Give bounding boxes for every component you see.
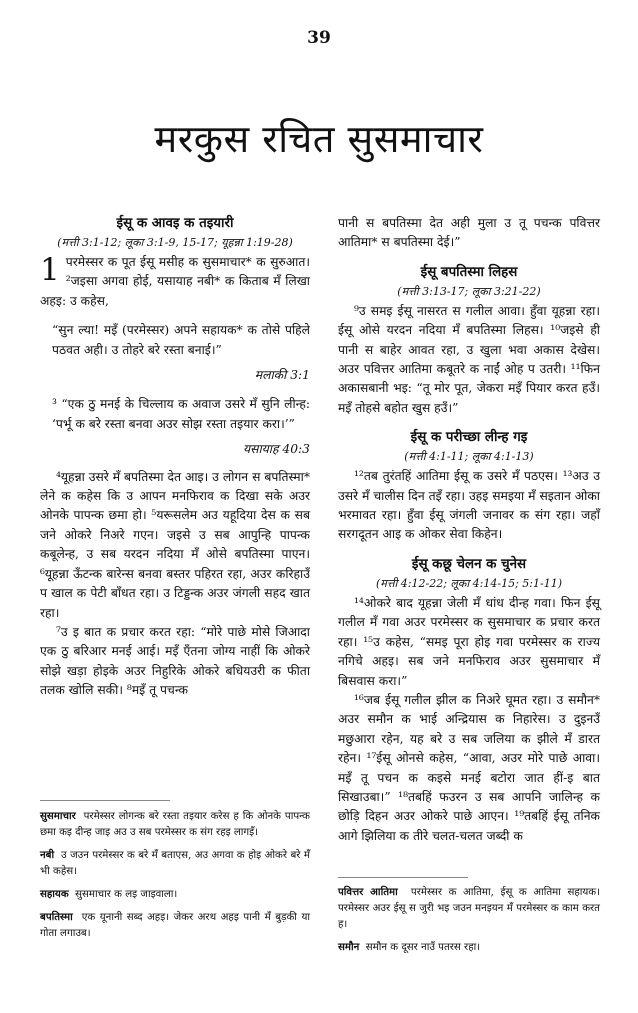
glossary-entry [40,847,310,880]
quote-reference: मलाकी 3:1 [254,368,310,383]
glossary-term: समौन [338,941,360,953]
quote-isaiah: ³ “एक ठु मनई के चिल्लाय क अवाज उसरे मँ सुनि लीन्ह: ‘पर्भू क बरे रस्ता बनवा अउर सोझ रस्ता तइयार करा।’” [52,397,310,431]
section-reference: (मत्ती 3:1-12; लूका 3:1-9, 15-17; यूहन्ना 1:19-28) [57,236,293,249]
chapter-number: 1 [40,252,60,288]
page-number: 39 [307,28,331,48]
glossary-definition: परमेस्सर लोगन्क बरे रस्ता तइयार करेस ह कि ओनके पापन्क छमा कइ दीन्ह जाइ अउ उ सब परमेस्सर क संग रहइ लागइँ। [40,811,310,838]
glossary-term: पवित्तर आतिमा [338,886,398,898]
quote-malachi: “सुन ल्या! मइँ (परमेस्सर) अपने सहायक* क तोसे पहिले पठवत अही। उ तोहरे बरे रस्ता बनाई।” [52,323,310,357]
section-heading: ईसू कछू चेलन क चुनेस [411,555,527,572]
section-reference: (मत्ती 3:13-17; लूका 3:21-22) [397,284,541,298]
left-column [40,212,310,701]
glossary-entry [40,808,310,841]
glossary-right [338,884,600,962]
paragraph: ¹²तब तुरंतहिं आतिमा ईसू क उसरे मँ पठएस। ¹³अउ उ उसरे मँ चालीस दिन तइँ रहा। उहइ समइया मँ सइतान ओका भरमावत रहा। हुँवा ईसू जंगली जनावर क संग रहा। जहाँ सरगदूतन आइ क ओकर सेवा किहेन। [338,469,600,542]
right-column [338,214,600,846]
section-heading: ईसू क आवइ क तइयारी [116,215,234,231]
chapter-intro [40,253,310,311]
paragraph: पानी स बपतिस्मा देत अही मुला उ तू पचन्क पवित्तर आतिमा* स बपतिस्मा देई।” [338,216,600,250]
glossary-entry [40,909,310,942]
glossary-definition: समौन क दूसर नाउँ पतरस रहा। [365,942,481,953]
footnote-divider [338,877,468,878]
paragraph: ¹⁶जब ईसू गलील झील क निअरे घूमत रहा। उ समौन* अउर समौन क भाई अन्द्रियास क निहारेस। उ दुइनउँ मछुआरा रहेन, यह बरे उ सब जलिया क झीले मँ डारत रहेन। ¹⁷ईसू ओनसे कहेस, “आवा, अउर मोरे पाछे आवा। मइँ तू पचन क कइसे मनई बटोरा जात हीं-इ बात सिखाउबा।” ¹⁸तबहिं फउरन उ सब आपनि जालिन्ह क छोड़ि दिहन अउर ओकरे पाछे आएन। ¹⁹तबहिं ईसू तनिक आगे झिलिया क तीरे चलत-चलत जब्दी क [338,692,600,843]
intro-text: परमेस्सर क पूत ईसू मसीह क सुसमाचार* क सुरुआत। ²जइसा अगवा होई, यसायाह नबी* क किताब मँ लिखा अहइ: उ कहेस, [40,255,310,308]
paragraph: ⁴यूहन्ना उसरे मँ बपतिस्मा देत आइ। उ लोगन स बपतिस्मा* लेने क कहेस कि उ आपन मनफिराव क दिखा सके अउर ओनके पापन्क छमा हो। ⁵यरूसलेम अउ यहूदिया देस क सब जने ओकरे निअरे गएन। जइसे उ सब आपुन्हि पापन्क कबूलेन्ह, उ सब यरदन नदिया मँ ओसे बपतिस्मा पाएन। ⁶यूहन्ना ऊँटन्क बारेन्स बनवा बस्तर पहिरत रहा, अउर करिहाउँ प खाल क पेटी बाँधत रहा। उ टिड्डन्क अउर जंगली सहद खात रहा। [40,469,310,620]
glossary-definition: एक यूनानी सब्द अहइ। जेकर अरथ अहइ पानी मँ बुड़की या गोता लगाउब। [40,912,310,939]
paragraph: ¹⁴ओकरे बाद यूहन्ना जेली मँ धांध दीन्ह गवा। फिन ईसू गलील मँ गवा अउर परमेस्सर क सुसमाचार क प्रचार करत रहा। ¹⁵उ कहेस, “समइ पूरा होइ गवा परमेस्सर क राज्य नगिचे अहइ। सब जने मनफिराव अउर सुसमाचार मँ बिसवास करा।” [338,595,600,688]
section-reference: (मत्ती 4:12-22; लूका 4:14-15; 5:1-11) [375,576,562,590]
glossary-term: बपतिस्मा [40,911,73,923]
paragraph: ⁹उ समइ ईसू नासरत स गलील आवा। हुँवा यूहन्ना रहा। ईसू ओसे यरदन नदिया मँ बपतिस्मा लिहस। ¹⁰जइसे ही पानी स बाहेर आवत रहा, उ खुला भवा अकास देखेस। अउर पवित्तर आतिमा कबूतरे क नाईं ओह प उतरी। ¹¹फिन अकासबानी भइ: “तू मोर पूत, जेकरा मइँ पियार करत हउँ। मइँ तोहसे बहोत खुस हउँ।” [338,303,600,415]
footnote-divider [40,800,170,801]
glossary-entry [40,886,310,903]
section-reference: (मत्ती 4:1-11; लूका 4:1-13) [404,450,534,464]
glossary-definition: सुसमाचार क लइ जाइवाला। [75,889,178,900]
glossary-definition: उ जउन परमेस्सर क बरे मँ बताएस, अउ अगवा क होइ ओकरे बरे मँ भी कहेस। [40,850,310,877]
glossary-left [40,808,310,948]
paragraph: ⁷उ इ बात क प्रचार करत रहा: “मोरे पाछे मोसे जिआदा एक ठु बरिआर मनई आई। मइँ एँतना जोग्य नाहीं कि ओकरे सोझे खड़ा होइके अउर निहुरिके ओकरे बधियउरी क फीता तलक खोलि सकी। ⁸मइँ तू पचन्क [40,624,310,698]
book-title: मरकुस रचित सुसमाचार [154,117,484,161]
section-heading: ईसू क परीच्छा लीन्ह गइ [410,429,528,446]
glossary-term: नबी [40,849,55,861]
quote-reference: यसायाह 40:3 [243,442,310,457]
glossary-definition: परमेस्सर क आतिमा, ईसू क आतिमा सहायक। परमेस्सर अउर ईसू स जुरी भइ जउन मनइयन मँ परमेस्सर क काम करत ह। [338,887,600,930]
glossary-term: सुसमाचार [40,810,76,822]
glossary-entry [338,884,600,933]
glossary-entry [338,939,600,956]
section-heading: ईसू बपतिस्मा लिहस [420,263,518,280]
glossary-term: सहायक [40,888,69,900]
